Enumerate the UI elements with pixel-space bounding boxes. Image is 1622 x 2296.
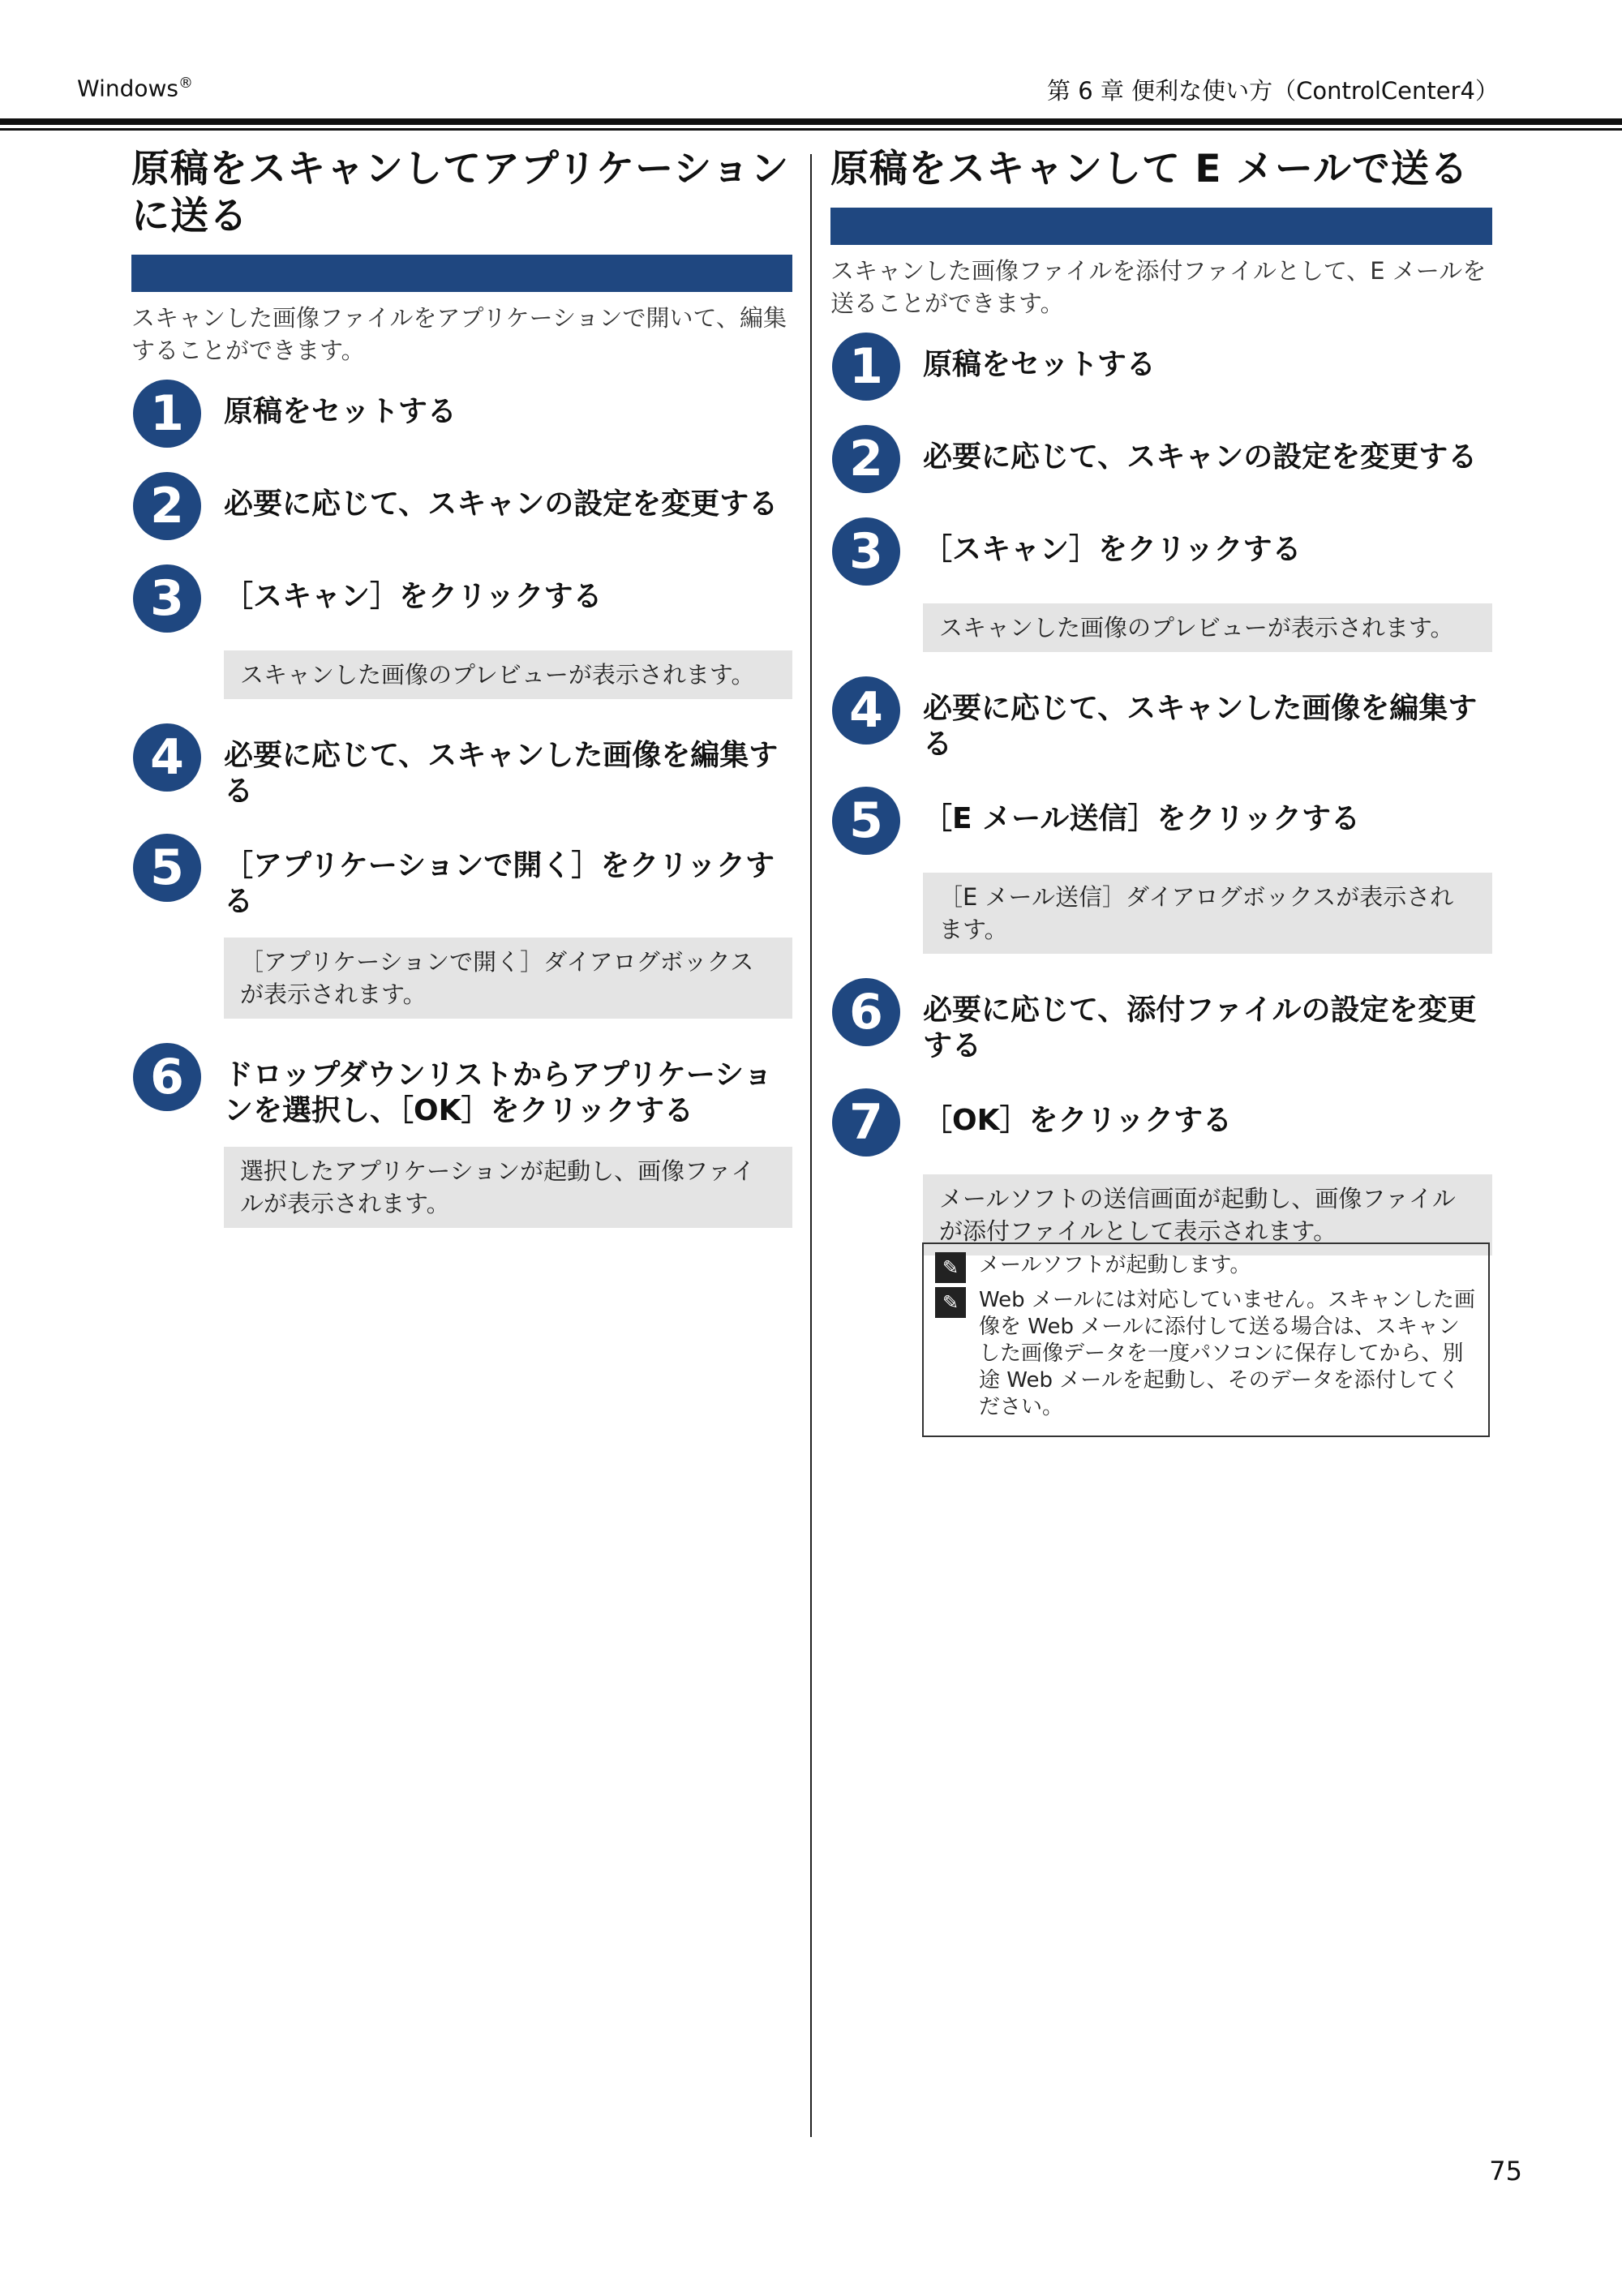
memo-icon: ✎ (935, 1252, 966, 1283)
step-number-badge: 2 (133, 472, 201, 540)
step-4 (830, 676, 1492, 762)
step-text: ［E メール送信］をクリックする (923, 802, 1360, 835)
step-note: メールソフトの送信画面が起動し、画像ファイルが添付ファイルとして表示されます。 (923, 1174, 1492, 1255)
memo-item (935, 1287, 1477, 1421)
section-intro: スキャンした画像ファイルをアプリケーションで開いて、編集することができます。 (131, 304, 787, 364)
step-number-badge: 1 (133, 380, 201, 448)
memo-item (935, 1252, 1477, 1279)
step-list (131, 380, 792, 1228)
step-text: 必要に応じて、スキャンした画像を編集する (224, 739, 779, 808)
step-text: 必要に応じて、スキャンの設定を変更する (224, 487, 779, 521)
step-note: スキャンした画像のプレビューが表示されます。 (224, 650, 792, 699)
header-chapter-title: 第 6 章 便利な使い方（ControlCenter4） (1047, 77, 1499, 105)
step-text: ドロップダウンリストからアプリケーションを選択し、［OK］をクリックする (224, 1058, 773, 1127)
memo-box (922, 1242, 1490, 1437)
step-number-badge: 7 (832, 1088, 900, 1157)
step-list (830, 333, 1492, 1255)
step-4 (131, 723, 792, 809)
right-column (830, 146, 1492, 1255)
step-number-badge: 1 (832, 333, 900, 401)
step-5 (131, 834, 792, 1019)
step-note: ［E メール送信］ダイアログボックスが表示されます。 (923, 873, 1492, 954)
step-2 (131, 472, 792, 540)
memo-icon: ✎ (935, 1287, 966, 1318)
page-number: 75 (1489, 2156, 1522, 2187)
step-1 (830, 333, 1492, 401)
step-number-badge: 5 (133, 834, 201, 902)
step-text: ［アプリケーションで開く］をクリックする (224, 849, 775, 918)
step-number-badge: 4 (832, 676, 900, 745)
step-6 (830, 978, 1492, 1064)
step-number-badge: 2 (832, 425, 900, 493)
section-bar (131, 255, 792, 292)
section-title-email: 原稿をスキャンして E メールで送る (830, 147, 1469, 191)
left-column (131, 146, 792, 1228)
section-title-application: 原稿をスキャンしてアプリケーションに送る (131, 147, 790, 238)
header-os-label: Windows® (77, 75, 193, 102)
step-text: ［スキャン］をクリックする (923, 533, 1302, 566)
column-divider (810, 154, 812, 2137)
step-text: 必要に応じて、スキャンの設定を変更する (923, 440, 1478, 474)
step-2 (830, 425, 1492, 493)
step-note: 選択したアプリケーションが起動し、画像ファイルが表示されます。 (224, 1147, 792, 1228)
header-rule-thick (0, 118, 1622, 125)
step-text: 原稿をセットする (224, 395, 457, 428)
step-5 (830, 787, 1492, 954)
step-text: ［OK］をクリックする (923, 1104, 1233, 1137)
step-number-badge: 6 (133, 1043, 201, 1111)
step-text: ［スキャン］をクリックする (224, 580, 603, 613)
step-number-badge: 3 (133, 564, 201, 633)
step-number-badge: 5 (832, 787, 900, 855)
step-text: 必要に応じて、添付ファイルの設定を変更する (923, 994, 1477, 1062)
step-note: ［アプリケーションで開く］ダイアログボックスが表示されます。 (224, 938, 792, 1019)
memo-text: メールソフトが起動します。 (979, 1253, 1251, 1277)
step-7 (830, 1088, 1492, 1255)
header-rule-thin (0, 128, 1622, 131)
section-bar (830, 208, 1492, 245)
step-number-badge: 3 (832, 517, 900, 586)
step-number-badge: 4 (133, 723, 201, 792)
step-text: 原稿をセットする (923, 348, 1156, 381)
step-1 (131, 380, 792, 448)
step-3 (131, 564, 792, 699)
step-6 (131, 1043, 792, 1228)
step-number-badge: 6 (832, 978, 900, 1046)
step-3 (830, 517, 1492, 652)
memo-text: Web メールには対応していません。スキャンした画像を Web メールに添付して送る場合は、スキャンした画像データを一度パソコンに保存してから、別途 Web メールを起動し、そのデータを添付してください。 (979, 1288, 1475, 1419)
step-note: スキャンした画像のプレビューが表示されます。 (923, 603, 1492, 652)
step-text: 必要に応じて、スキャンした画像を編集する (923, 692, 1478, 761)
section-intro: スキャンした画像ファイルを添付ファイルとして、E メールを送ることができます。 (830, 257, 1487, 317)
registered-mark: ® (178, 75, 193, 92)
